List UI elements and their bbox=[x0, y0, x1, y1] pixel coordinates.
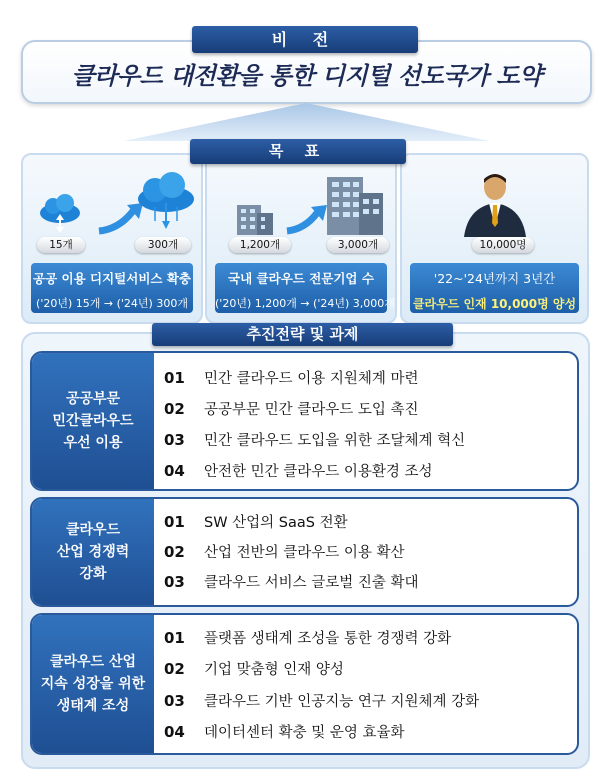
title-line: 생태계 조성 bbox=[56, 698, 130, 714]
task-item bbox=[164, 367, 419, 388]
task-item bbox=[164, 627, 451, 648]
goal-title: '22~'24년까지 3년간 bbox=[433, 271, 556, 286]
strategy-group-title bbox=[32, 353, 154, 489]
strategy-label: 추진전략 및 과제 bbox=[152, 323, 453, 346]
vision-label: 비 전 bbox=[192, 26, 418, 53]
goal-title: 공공 이용 디지털서비스 확충 bbox=[33, 271, 191, 286]
goal-card-digital-services bbox=[21, 153, 203, 324]
task-item bbox=[164, 398, 419, 419]
task-text: 플랫폼 생태계 조성을 통한 경쟁력 강화 bbox=[204, 631, 452, 647]
title-line: 강화 bbox=[79, 566, 107, 582]
task-number: 03 bbox=[164, 692, 185, 710]
task-number: 03 bbox=[164, 573, 185, 591]
task-item bbox=[164, 690, 479, 711]
goal-detail: ('20년) 15개 → ('24년) 300개 bbox=[36, 297, 188, 310]
strategy-group-ecosystem bbox=[30, 613, 579, 755]
task-text: 클라우드 기반 인공지능 연구 지원체계 강화 bbox=[204, 694, 480, 710]
goal-card-cloud-companies bbox=[205, 153, 397, 324]
task-text: 민간 클라우드 이용 지원체계 마련 bbox=[204, 371, 419, 387]
goal-label: 목 표 bbox=[190, 139, 406, 164]
businessman-icon bbox=[460, 169, 530, 237]
strategy-group-public bbox=[30, 351, 579, 491]
task-item bbox=[164, 658, 344, 679]
goal-detail: ('20년) 1,200개 → ('24년) 3,000개 bbox=[215, 297, 395, 310]
task-text: 클라우드 서비스 글로벌 진출 확대 bbox=[204, 575, 419, 591]
goal-detail: 클라우드 인재 10,000명 양성 bbox=[412, 297, 577, 311]
goal-from-value: 1,200개 bbox=[229, 237, 291, 253]
task-number: 04 bbox=[164, 723, 185, 741]
task-text: SW 산업의 SaaS 전환 bbox=[204, 515, 348, 531]
goal-description bbox=[31, 263, 193, 313]
goal-description bbox=[410, 263, 579, 313]
task-number: 04 bbox=[164, 462, 185, 480]
task-number: 02 bbox=[164, 543, 185, 561]
goal-to-value: 3,000개 bbox=[327, 237, 389, 253]
task-text: 데이터센터 확충 및 운영 효율화 bbox=[204, 725, 405, 741]
goal-title: 국내 클라우드 전문기업 수 bbox=[228, 271, 374, 286]
title-line: 지속 성장을 위한 bbox=[40, 676, 146, 692]
task-number: 03 bbox=[164, 431, 185, 449]
task-text: 민간 클라우드 도입을 위한 조달체계 혁신 bbox=[204, 433, 466, 449]
task-text: 안전한 민간 클라우드 이용환경 조성 bbox=[204, 464, 433, 480]
goal-to-value: 300개 bbox=[135, 237, 191, 253]
task-item bbox=[164, 571, 419, 592]
up-arrow-icon bbox=[124, 103, 489, 141]
task-item bbox=[164, 721, 405, 742]
task-number: 02 bbox=[164, 660, 185, 678]
task-text: 기업 맞춤형 인재 양성 bbox=[204, 662, 344, 678]
task-item bbox=[164, 511, 348, 532]
title-line: 공공부문 bbox=[65, 391, 121, 407]
task-item bbox=[164, 460, 433, 481]
title-line: 산업 경쟁력 bbox=[56, 544, 130, 560]
task-item bbox=[164, 541, 405, 562]
title-line: 클라우드 산업 bbox=[49, 654, 136, 670]
task-text: 산업 전반의 클라우드 이용 확산 bbox=[204, 545, 405, 561]
task-number: 02 bbox=[164, 400, 185, 418]
task-number: 01 bbox=[164, 629, 185, 647]
small-building-icon bbox=[235, 195, 275, 235]
strategy-group-title bbox=[32, 499, 154, 605]
vision-title: 클라우드 대전환을 통한 디지털 선도국가 도약 bbox=[71, 62, 542, 90]
goal-description bbox=[215, 263, 395, 313]
task-text: 공공부문 민간 클라우드 도입 촉진 bbox=[204, 402, 419, 418]
goal-card-cloud-talent bbox=[400, 153, 589, 324]
task-number: 01 bbox=[164, 369, 185, 387]
cloud-download-icon bbox=[135, 171, 197, 233]
task-number: 01 bbox=[164, 513, 185, 531]
strategy-group-title bbox=[32, 615, 154, 753]
title-line: 민간클라우드 bbox=[52, 413, 134, 429]
title-line: 클라우드 bbox=[65, 522, 121, 538]
large-building-icon bbox=[323, 171, 385, 235]
strategy-group-industry bbox=[30, 497, 579, 607]
title-line: 우선 이용 bbox=[63, 435, 123, 451]
cloud-upload-icon bbox=[37, 193, 83, 235]
task-item bbox=[164, 429, 465, 450]
goal-from-value: 15개 bbox=[37, 237, 85, 253]
goal-value: 10,000명 bbox=[472, 237, 534, 253]
